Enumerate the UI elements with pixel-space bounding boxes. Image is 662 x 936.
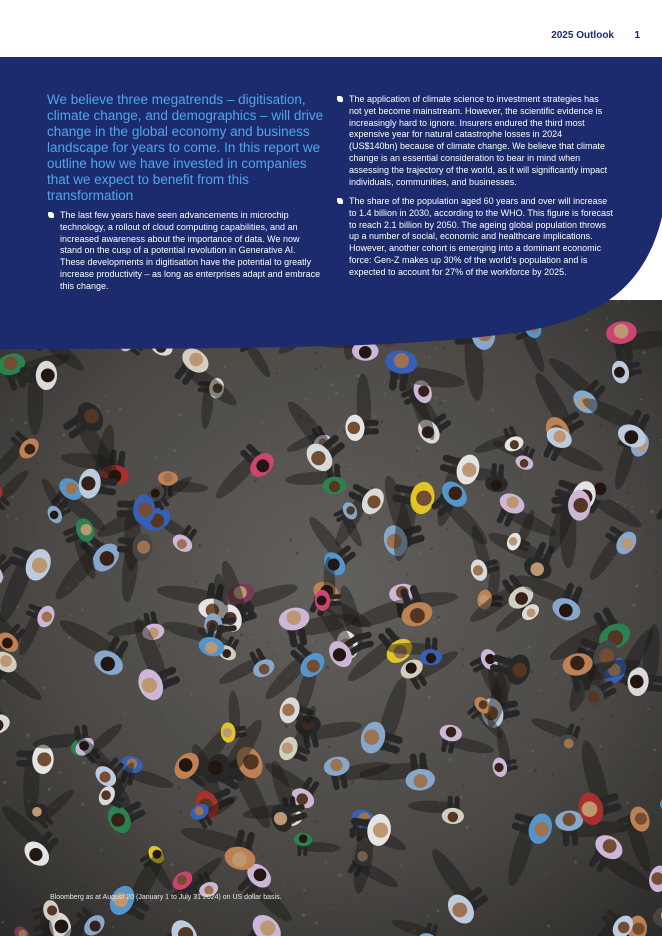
intro-heading: We believe three megatrends – digitisation, climate change, and demographics – will drive change in the global economy and business landscape for years to come. In this report we outline how we have invested in companies that we expect to benefit from this transformation — [47, 92, 324, 203]
bullet-digitisation — [60, 210, 322, 293]
bullet-marker-icon — [337, 198, 343, 204]
bullet-marker-icon — [48, 212, 54, 218]
crowd-photo — [0, 300, 662, 936]
crowd-illustration — [0, 300, 662, 936]
page-number: 1 — [634, 30, 640, 41]
footnote: Bloomberg as at August 20 (January 1 to July 31 2024) on US dollar basis. — [50, 894, 282, 901]
bullet-text: The application of climate science to investment strategies has not yet become mainstream. However, the scientific evidence is increasingly hard to ignore. Insurers endured the third most expensive year for natural catastrophe losses in 2024 (US$140bn) because of climate change. We believe that climate change is an essential consideration to bear in mind when assessing the trajectory of the world, as it will significantly impact individuals, communities, and businesses. — [349, 94, 608, 187]
bullet-demographics — [349, 196, 613, 279]
header-title: 2025 Outlook — [551, 30, 614, 41]
bullet-text: The last few years have seen advancements in microchip technology, a rollout of cloud computing capabilities, and an increased awareness about the importance of data. We now stand on the cusp of a potential revolution in Generative AI. These developments in digitisation have the potential to greatly increase productivity – as long as enterprises adapt and embrace this change. — [60, 210, 321, 291]
bullet-text: The share of the population aged 60 years and over will increase to 1.4 billion in 2030, according to the WHO. This figure is forecast to reach 2.1 billion by 2050. The ageing global population throws up a number of social, economic and healthcare implications. However, another cohort is emerging into a dominant economic force: Gen-Z makes up 30% of the world's population and is expected to account for 27% of the workforce by 2025. — [349, 196, 613, 277]
bullet-marker-icon — [337, 96, 343, 102]
top-bar — [0, 0, 662, 57]
bullet-climate-change — [349, 94, 613, 188]
